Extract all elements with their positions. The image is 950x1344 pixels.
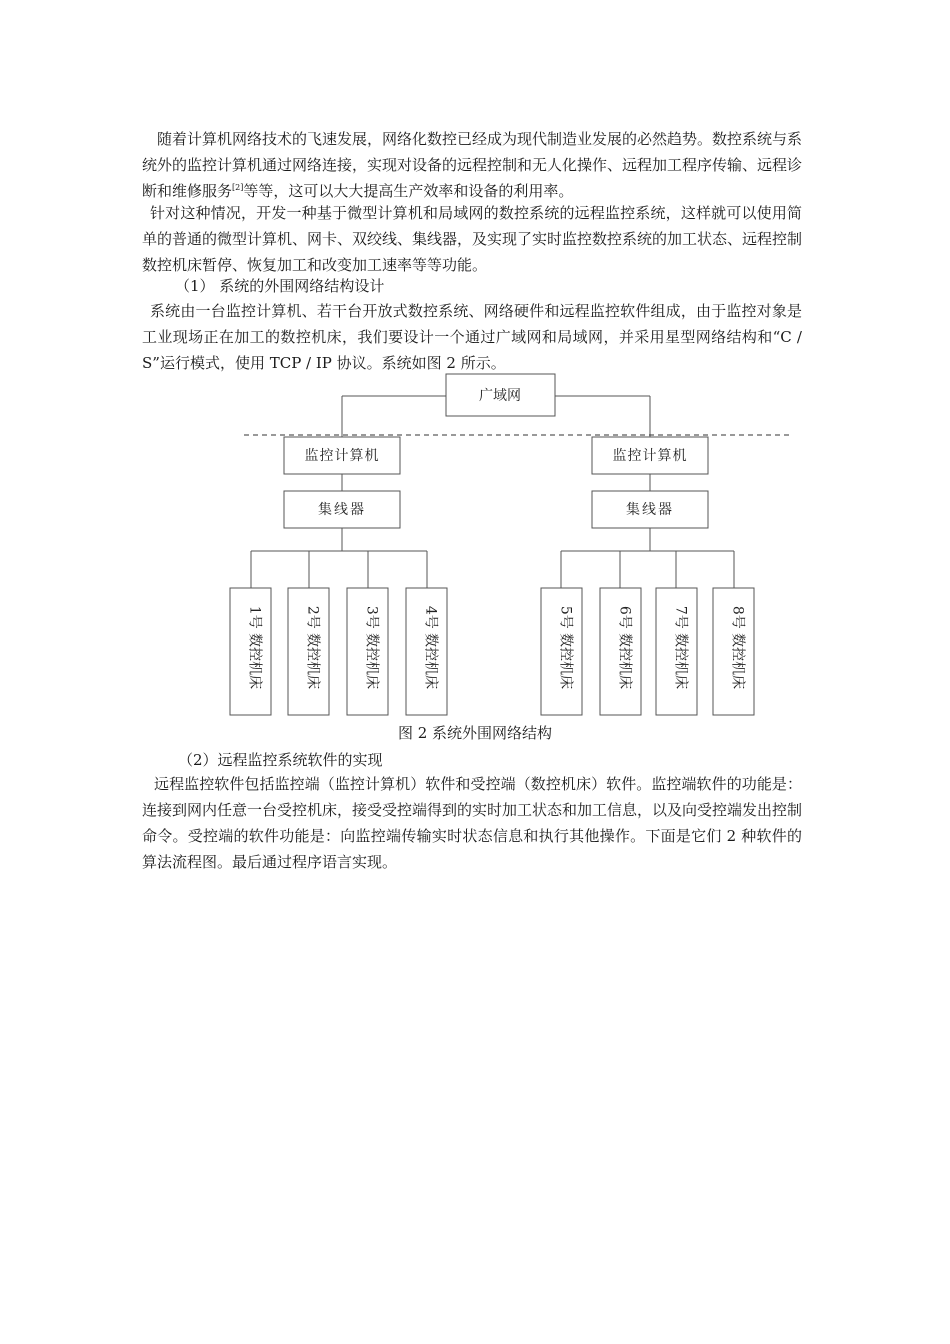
- wan-label: 广域网: [479, 388, 521, 404]
- section-heading-software: （2）远程监控系统软件的实现: [178, 751, 383, 769]
- machine-box-1: [230, 588, 271, 715]
- paragraph-software: 远程监控软件包括监控端（监控计算机）软件和受控端（数控机床）软件。监控端软件的功能是：连接到网内任意一台受控机床，接受受控端得到的实时加工状态和加工信息，以及向受控端发出控制命令。受控端的软件功能是：向监控端传输实时状态信息和执行其他操作。下面是它们 2 种软件的算法流程图。最后通过程序语言实现。: [142, 775, 803, 871]
- machine-number: 4: [422, 605, 439, 615]
- paragraph-intro-tail: 等等，这可以大大提高生产效率和设备的利用率。: [243, 182, 574, 200]
- machine-box-7: [656, 588, 697, 715]
- machine-name: 号 数控机床: [616, 614, 633, 690]
- machine-number: 3: [363, 605, 380, 615]
- machine-box-2: [288, 588, 329, 715]
- machine-name: 号 数控机床: [672, 614, 689, 690]
- machine-number: 1: [246, 605, 263, 615]
- figure-caption: 图 2 系统外围网络结构: [397, 724, 553, 742]
- machine-number: 7: [672, 605, 689, 615]
- machine-label: [673, 606, 690, 689]
- machine-label: [364, 606, 381, 689]
- machine-box-3: [347, 588, 388, 715]
- machine-name: 号 数控机床: [246, 614, 263, 690]
- machine-name: 号 数控机床: [557, 614, 574, 690]
- machine-number: 2: [304, 605, 321, 615]
- machine-label: [617, 606, 634, 689]
- machine-number: 8: [729, 605, 746, 615]
- monitor-computer-label-left: 监控计算机: [304, 448, 380, 464]
- machine-box-8: [713, 588, 754, 715]
- paragraph-approach: 针对这种情况，开发一种基于微型计算机和局域网的数控系统的远程监控系统，这样就可以使用简单的普通的微型计算机、网卡、双绞线、集线器，及实现了实时监控数控系统的加工状态、远程控制数控机床暂停、恢复加工和改变加工速率等等功能。: [142, 204, 803, 274]
- hub-label-left: 集线器: [318, 502, 366, 518]
- section-heading-network-design: （1） 系统的外围网络结构设计: [175, 277, 385, 295]
- machine-box-5: [541, 588, 582, 715]
- machine-label: [730, 606, 747, 689]
- machine-label: [247, 606, 264, 689]
- machine-name: 号 数控机床: [363, 614, 380, 690]
- machine-number: 6: [616, 605, 633, 615]
- machine-label: [305, 606, 322, 689]
- machine-name: 号 数控机床: [422, 614, 439, 690]
- hub-label-right: 集线器: [626, 502, 674, 518]
- machine-label: [423, 606, 440, 689]
- machine-box-4: [406, 588, 447, 715]
- paragraph-system-composition: 系统由一台监控计算机、若干台开放式数控系统、网络硬件和远程监控软件组成，由于监控对象是工业现场正在加工的数控机床，我们要设计一个通过广域网和局域网，并采用星型网络结构和“C / S”运行模式，使用 TCP / IP 协议。系统如图 2 所示。: [142, 302, 802, 372]
- paragraph-intro-text: 随着计算机网络技术的飞速发展，网络化数控已经成为现代制造业发展的必然趋势。数控系统与系统外的监控计算机通过网络连接，实现对设备的远程控制和无人化操作、远程加工程序传输、远程诊断和维修服务: [142, 130, 803, 200]
- citation-ref: [2]: [232, 183, 244, 192]
- monitor-computer-label-right: 监控计算机: [612, 448, 688, 464]
- machine-label: [558, 606, 575, 689]
- machine-box-6: [600, 588, 641, 715]
- machine-name: 号 数控机床: [304, 614, 321, 690]
- machine-number: 5: [557, 605, 574, 615]
- machine-name: 号 数控机床: [729, 614, 746, 690]
